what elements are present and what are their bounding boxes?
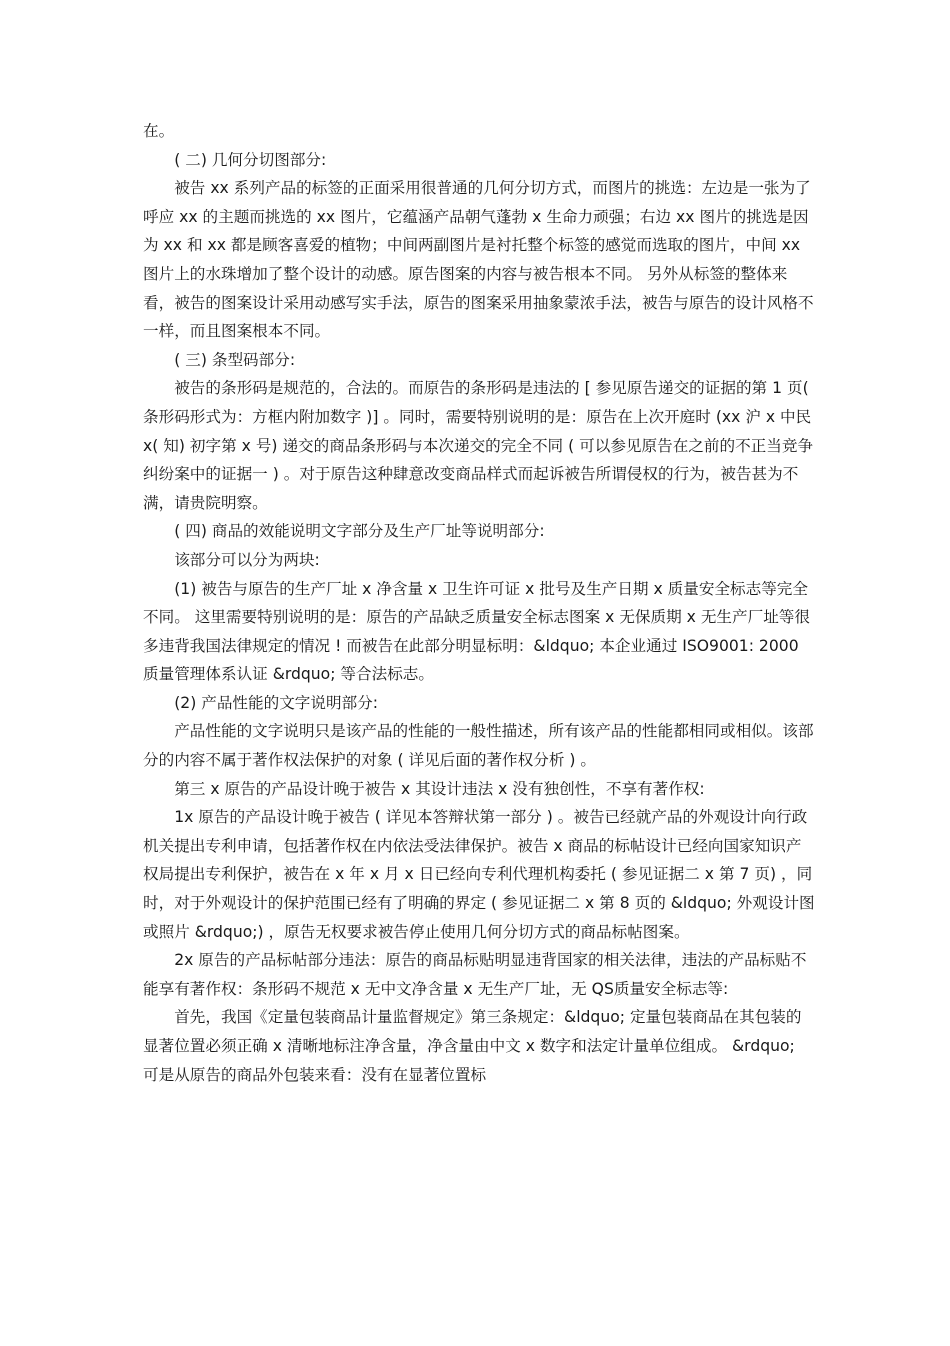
paragraph-2: 被告 xx 系列产品的标签的正面采用很普通的几何分切方式，而图片的挑选：左边是一张为了呼应 xx 的主题而挑选的 xx 图片，它蕴涵产品朝气蓬勃 x 生命力顽强；右边 xx 图片的挑选是因为 xx 和 xx 都是顾客喜爱的植物；中间两副图片是衬托整个标签的感觉而选取的图片，中间 xx 图片上的水珠增加了整个设计的动感。原告图案的内容与被告根本不同。 另外从标签的整体来看，被告的图案设计采用动感写实手法，原告的图案采用抽象蒙浓手法，被告与原告的设计风格不一样，而且图案根本不同。 <box>143 179 814 341</box>
paragraph-13: 首先，我国《定量包装商品计量监督规定》第三条规定：&ldquo; 定量包装商品在其包装的显著位置必须正确 x 清晰地标注净含量，净含量由中文 x 数字和法定计量单位组成。 &rdquo; 可是从原告的商品外包装来看：没有在显著位置标 <box>143 1008 802 1084</box>
paragraph-1: ( 二) 几何分切图部分: <box>174 150 327 169</box>
paragraph-4: 被告的条形码是规范的，合法的。而原告的条形码是违法的 [ 参见原告递交的证据的第 1 页( 条形码形式为：方框内附加数字 )] 。同时，需要特别说明的是：原告在上次开庭时 (xx 沪 x 中民 x( 知) 初字第 x 号) 递交的商品条形码与本次递交的完全不同 ( 可以参见原告在之前的不正当竞争纠纷案中的证据一 ) 。对于原告这种肆意改变商品样式而起诉被告所谓侵权的行为，被告甚为不满，请贵院明察。 <box>143 379 817 512</box>
paragraph-0: 在。 <box>143 122 175 140</box>
paragraph-6: 该部分可以分为两块: <box>174 550 320 569</box>
paragraph-3: ( 三) 条型码部分: <box>174 350 296 369</box>
paragraph-9: 产品性能的文字说明只是该产品的性能的一般性描述，所有该产品的性能都相同或相似。该部分的内容不属于著作权法保护的对象 ( 详见后面的著作权分析 ) 。 <box>143 722 814 770</box>
paragraph-12: 2x 原告的产品标帖部分违法：原告的商品标贴明显违背国家的相关法律，违法的产品标贴不能享有著作权：条形码不规范 x 无中文净含量 x 无生产厂址，无 QS质量安全标志等: <box>143 951 807 998</box>
paragraph-8: (2) 产品性能的文字说明部分: <box>174 693 379 712</box>
paragraph-10: 第三 x 原告的产品设计晚于被告 x 其设计违法 x 没有独创性，不享有著作权: <box>174 779 705 798</box>
paragraph-11: 1x 原告的产品设计晚于被告 ( 详见本答辩状第一部分 ) 。被告已经就产品的外观设计向行政机关提出专利申请，包括著作权在内依法受法律保护。被告 x 商品的标帖设计已经向国家知识产权局提出专利保护，被告在 x 年 x 月 x 日已经向专利代理机构委托 ( 参见证据二 x 第 7 页) ，同时，对于外观设计的保护范围已经有了明确的界定 ( 参见证据二 x 第 8 页的 &ldquo; 外观设计图或照片 &rdquo;) ，原告无权要求被告停止使用几何分切方式的商品标帖图案。 <box>143 808 815 941</box>
paragraph-5: ( 四) 商品的效能说明文字部分及生产厂址等说明部分: <box>174 522 545 541</box>
paragraph-7: (1) 被告与原告的生产厂址 x 净含量 x 卫生许可证 x 批号及生产日期 x 质量安全标志等完全不同。 这里需要特别说明的是：原告的产品缺乏质量安全标志图案 x 无保质期 x 无生产厂址等很多违背我国法律规定的情况 ! 而被告在此部分明显标明：&ldquo; 本企业通过 ISO9001: 2000 质量管理体系认证 &rdquo; 等合法标志。 <box>143 579 810 684</box>
body-text <box>143 117 815 1089</box>
